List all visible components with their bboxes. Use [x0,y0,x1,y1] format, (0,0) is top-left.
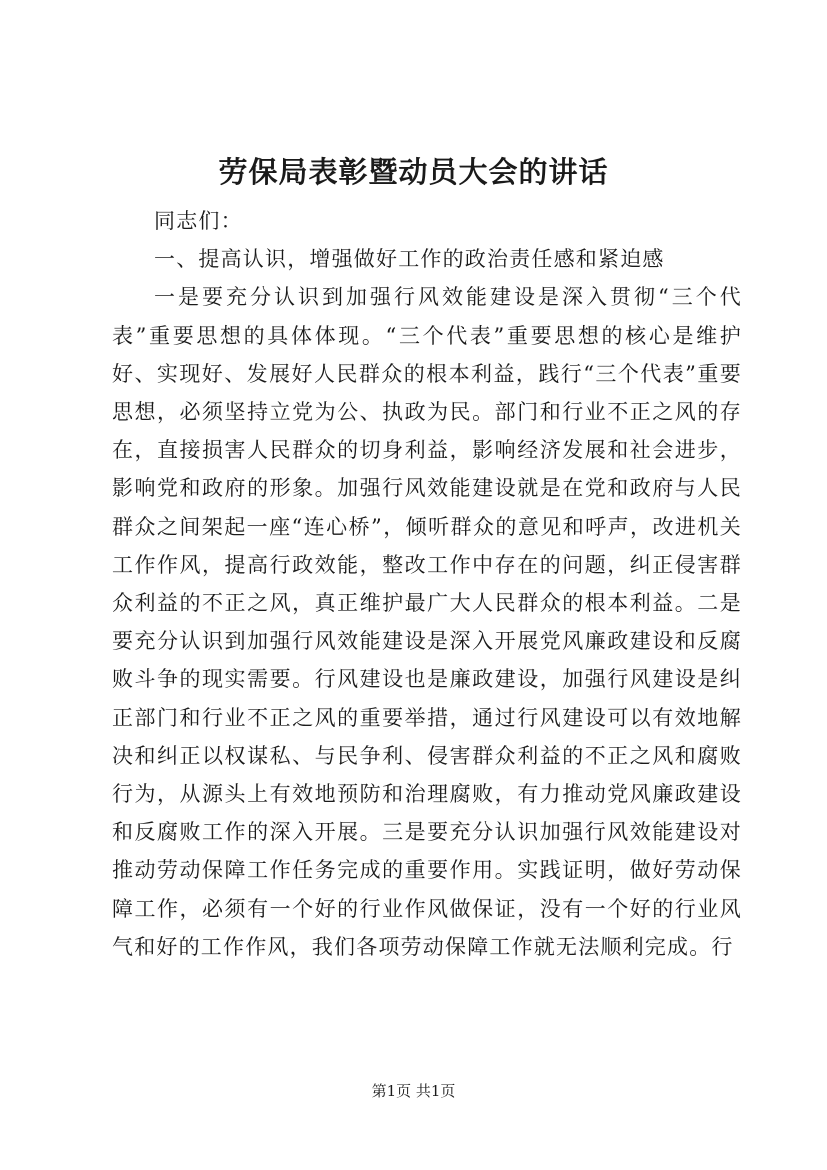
section-heading: 一、提高认识，增强做好工作的政治责任感和紧迫感 [154,247,665,272]
salutation: 同志们： [154,209,243,233]
document-title: 劳保局表彰暨动员大会的讲话 [218,155,609,189]
body-paragraph: 一是要充分认识到加强行风效能建设是深入贯彻“三个代表”重要思想的具体体现。“三个代表”重要思想的核心是维护好、实现好、发展好人民群众的根本利益，践行“三个代表”重要思想，必须坚持立党为公、执政为民。部门和行业不正之风的存在，直接损害人民群众的切身利益，影响经济发展和社会进步，影响党和政府的形象。加强行风效能建设就是在党和政府与人民群众之间架起一座“连心桥”，倾听群众的意见和呼声，改进机关工作作风，提高行政效能，整改工作中存在的问题，纠正侵害群众利益的不正之风，真正维护最广大人民群众的根本利益。二是要充分认识到加强行风效能建设是深入开展党风廉政建设和反腐败斗争的现实需要。行风建设也是廉政建设，加强行风建设是纠正部门和行业不正之风的重要举措，通过行风建设可以有效地解决和纠正以权谋私、与民争利、侵害群众利益的不正之风和腐败行为，从源头上有效地预防和治理腐败，有力推动党风廉政建设和反腐败工作的深入开展。三是要充分认识加强行风效能建设对推动劳动保障工作任务完成的重要作用。实践证明，做好劳动保障工作，必须有一个好的行业作风做保证，没有一个好的行业风气和好的工作作风，我们各项劳动保障工作就无法顺利完成。行 [112,285,742,959]
page-footer: 第1页 共1页 [371,1082,456,1100]
document-body [112,202,742,966]
